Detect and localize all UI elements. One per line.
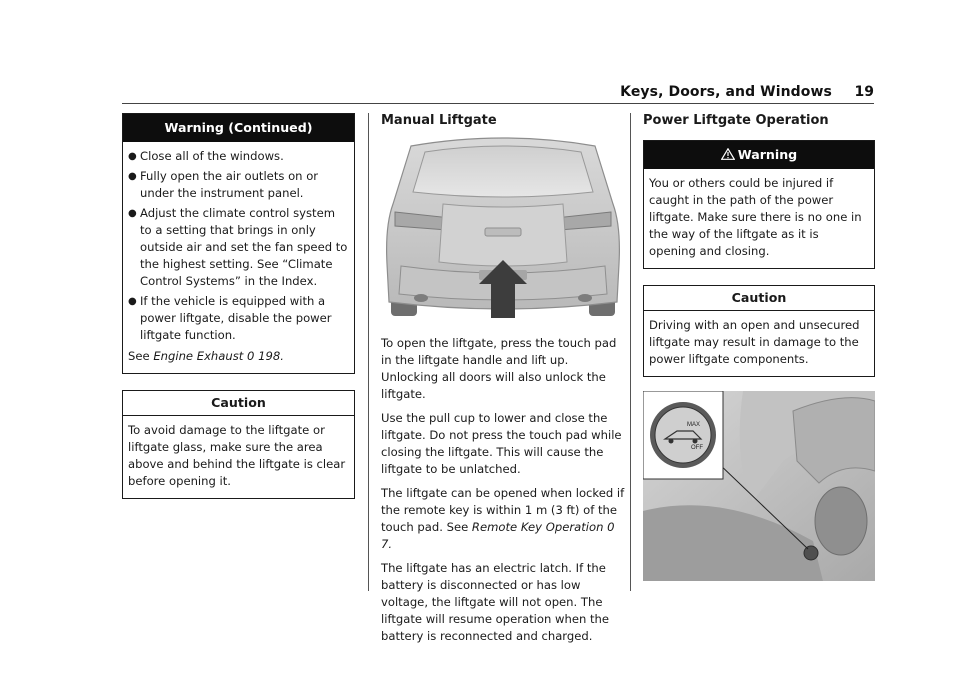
warning-continued-box: [122, 113, 355, 374]
manual-liftgate-text: [381, 335, 625, 645]
bullet-icon: ●: [128, 208, 137, 219]
liftgate-switch: [804, 546, 818, 560]
paragraph: To open the liftgate, press the touch pad in the liftgate handle and lift up. Unlocking all doors will also unlock the liftgate.: [381, 336, 617, 401]
column-divider-2: [630, 113, 631, 591]
paragraph-remote-key: [381, 485, 625, 553]
warning-continued-body: [123, 142, 354, 373]
list-item-text: Close all of the windows.: [140, 149, 284, 163]
list-item: [128, 205, 349, 290]
vehicle-wheel-icon: [669, 439, 674, 444]
liftgate-illustration: [381, 134, 625, 321]
warning-title: Warning: [737, 147, 798, 162]
column-2: [381, 113, 625, 652]
paragraph: Use the pull cup to lower and close the liftgate. Do not press the touch pad while closing the liftgate. This will cause the liftgate to be unlatched.: [381, 411, 622, 476]
header-rule: [122, 103, 874, 104]
caution-text: Driving with an open and unsecured liftgate may result in damage to the power liftgate components.: [649, 318, 860, 366]
bullet-icon: ●: [128, 171, 137, 182]
warning-title-bar: [644, 141, 874, 169]
caution-text: To avoid damage to the liftgate or liftgate glass, make sure the area above and behind the liftgate is clear before opening it.: [128, 423, 346, 488]
right-exhaust: [578, 294, 592, 302]
liftgate-emblem: [485, 228, 521, 236]
warning-box: [643, 140, 875, 269]
switch-knob: [655, 407, 711, 463]
remote-key-operation-link[interactable]: Remote Key Operation: [471, 520, 604, 534]
list-item: [128, 293, 349, 344]
left-exhaust: [414, 294, 428, 302]
page-arrow-icon: 0: [247, 349, 255, 363]
power-liftgate-heading: Power Liftgate Operation: [643, 113, 829, 128]
list-item-text: Adjust the climate control system to a setting that brings in only outside air and set the fan speed to the highest setting. See “Climate Control Systems” in the Index.: [140, 206, 348, 288]
paragraph: The liftgate has an electric latch. If the battery is disconnected or has low voltage, the liftgate will not open. The liftgate will resume operation when the battery is reconnected and charged.: [381, 561, 610, 643]
section-title: Keys, Doors, and Windows: [620, 84, 832, 100]
column-divider-1: [368, 113, 369, 591]
list-item: [128, 168, 349, 202]
caution-body: [123, 416, 354, 498]
caution-title: Caution: [123, 391, 354, 416]
warning-continued-title: Warning (Continued): [123, 114, 354, 142]
bullet-icon: ●: [128, 296, 137, 307]
see-prefix: See: [128, 349, 150, 363]
engine-exhaust-link[interactable]: Engine Exhaust: [153, 349, 244, 363]
bullet-icon: ●: [128, 151, 137, 162]
list-item: [128, 148, 349, 165]
remote-key-page[interactable]: 7.: [381, 537, 393, 551]
see-page[interactable]: 198.: [258, 349, 284, 363]
paragraph-text: The liftgate can be opened when locked if the remote key is within 1 m (3 ft) of the touch pad. See: [381, 486, 625, 534]
knob-label-off: OFF: [691, 445, 703, 451]
page-arrow-icon: 0: [607, 520, 615, 534]
knob-label-max: MAX: [687, 422, 701, 428]
list-item-text: If the vehicle is equipped with a power liftgate, disable the power liftgate function.: [140, 294, 332, 342]
list-item-text: Fully open the air outlets on or under the instrument panel.: [140, 169, 319, 200]
caution-title: Caution: [644, 286, 874, 311]
speaker: [815, 487, 867, 555]
caution-body: [644, 311, 874, 376]
warning-body: [644, 169, 874, 268]
rear-window: [413, 146, 593, 197]
warning-text: You or others could be injured if caught in the path of the power liftgate. Make sure there is no one in the way of the liftgate as it is opening and closing.: [649, 176, 862, 258]
column-3: [643, 113, 875, 581]
power-liftgate-switch-illustration: [643, 391, 875, 581]
warning-triangle-icon: [721, 148, 735, 160]
column-1: [122, 113, 355, 499]
caution-box: [643, 285, 875, 377]
vehicle-wheel-icon: [693, 439, 698, 444]
page-number: 19: [854, 84, 874, 100]
see-reference: [128, 348, 349, 365]
manual-liftgate-heading: Manual Liftgate: [381, 113, 497, 128]
caution-box: [122, 390, 355, 499]
